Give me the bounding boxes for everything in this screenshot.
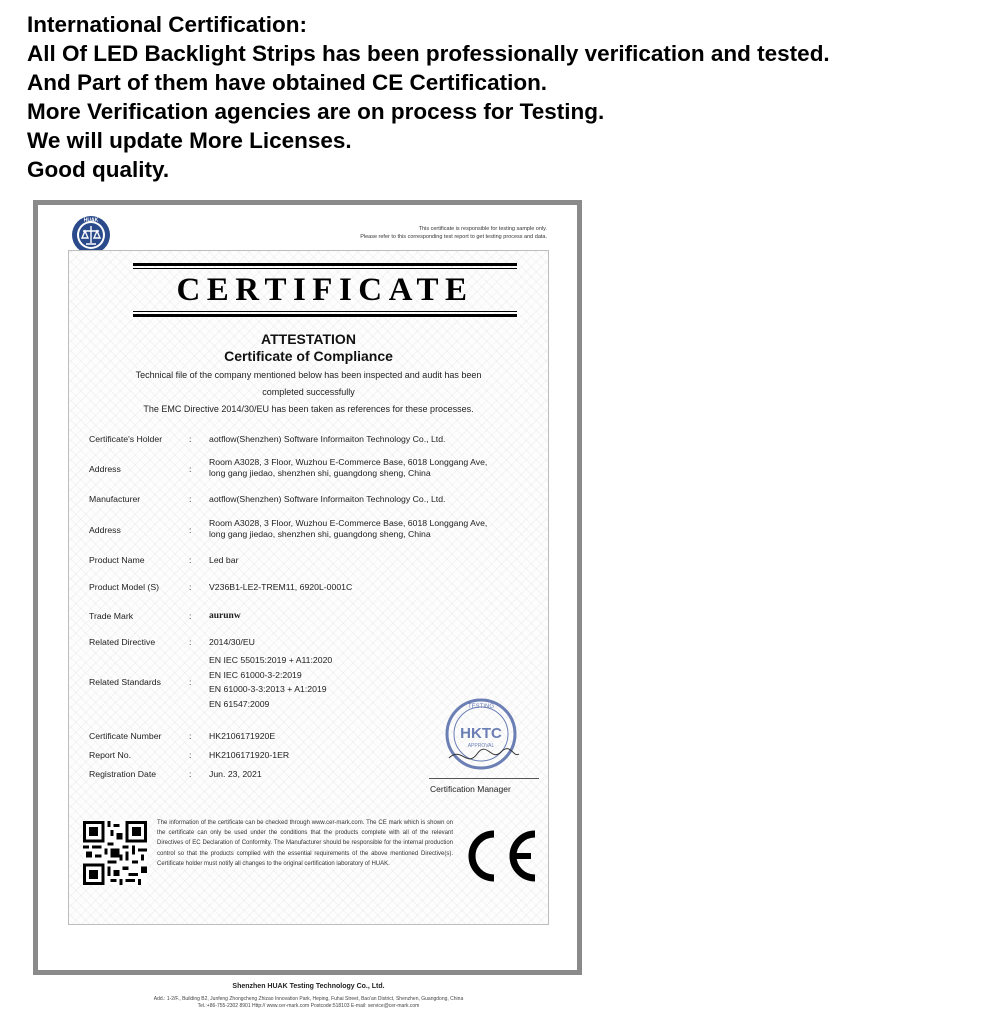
certificate-notice: The information of the certificate can be checked through www.cer-mark.com. The CE mark which is shown on the certificate can only be used under the conditions that the products complete with all of the relevant Directives of EC Declaration of Conformity. The Manufacturer should be responsible for the internal production control so that the products complied with the essential requirements of the above mentioned Directive(s). Certificate holder must notify all changes to the original certification laboratory of HUAK. [157,820,453,867]
intro-line: Technical file of the company mentioned below has been inspected and audit has been [135,370,482,380]
field-colon: : [189,464,192,474]
standard-item: EN IEC 55015:2019 + A11:2020 [209,655,333,665]
field-value: aurunw [209,611,241,621]
field-colon: : [189,494,192,504]
field-value: Led bar [209,555,239,565]
compliance-subtitle: Certificate of Compliance [224,348,393,364]
standard-item: EN 61000-3-3:2013 + A1:2019 [209,684,327,694]
address-line: Room A3028, 3 Floor, Wuzhou E-Commerce Base, 6018 Longgang Ave, [209,518,488,528]
field-colon: : [189,582,192,592]
field-colon: : [189,750,192,760]
field-value: aotflow(Shenzhen) Software Informaiton Technology Co., Ltd. [209,494,446,504]
hktc-approval-stamp [441,696,521,776]
top-note-line: This certificate is responsible for testing sample only. [418,226,547,232]
field-value: V236B1-LE2-TREM11, 6920L-0001C [209,582,353,592]
intro-text-block [27,10,987,184]
field-value: aotflow(Shenzhen) Software Informaiton Technology Co., Ltd. [209,434,446,444]
field-label: Related Directive [89,637,156,647]
svg-text:TESTING: TESTING [467,704,495,710]
certificate-title: CERTIFICATE [176,272,474,308]
title-rule [133,263,517,266]
huak-logo [71,215,111,255]
qr-code [83,821,147,885]
lab-name: Shenzhen HUAK Testing Technology Co., Ltd. [232,983,385,990]
field-value [209,457,559,479]
attestation-heading: ATTESTATION [261,331,356,347]
certificate-image [33,200,582,1009]
field-label: Address [89,525,121,535]
field-label: Report No. [89,750,132,760]
certificate-body [68,250,549,1009]
header-line: More Verification agencies are on process for Testing. [27,99,605,124]
header-line: All Of LED Backlight Strips has been professionally verification and tested. [27,41,830,66]
address-line: Room A3028, 3 Floor, Wuzhou E-Commerce Base, 6018 Longgang Ave, [209,457,488,467]
field-colon: : [189,637,192,647]
field-colon: : [189,731,192,741]
address-line: long gang jiedao, shenzhen shi, guangdong sheng, China [209,468,431,478]
field-value: HK2106171920-1ER [209,750,290,760]
standard-item: EN IEC 61000-3-2:2019 [209,669,302,680]
intro-line: completed successfully [262,387,355,397]
title-rule [133,268,517,269]
field-label: Trade Mark [89,611,134,621]
field-label: Certificate's Holder [89,434,163,444]
svg-text:HUAK: HUAK [83,217,99,224]
ce-mark [459,826,539,886]
certification-manager-label: Certification Manager [430,784,511,794]
top-note [360,225,547,241]
intro-line: The EMC Directive 2014/30/EU has been taken as references for these processes. [143,404,474,414]
lab-address [69,996,548,1010]
field-colon: : [189,769,192,779]
title-rule [133,311,517,312]
field-value: HK2106171920E [209,731,276,741]
field-colon: : [189,555,192,565]
field-label: Product Model (S) [89,582,160,592]
field-colon: : [189,434,192,444]
signature-line [429,778,539,779]
field-label: Related Standards [89,677,161,687]
field-label: Certificate Number [89,731,162,741]
svg-text:APPROVAL: APPROVAL [467,743,495,749]
lab-contact-line: Tel.:+86-755-2302 8901 Http:// www.cer-mark.com Postcode:518103 E-mail: service@cer-mark.com [197,1003,420,1009]
field-colon: : [189,525,192,535]
header-line: International Certification: [27,12,308,37]
field-value: Jun. 23, 2021 [209,769,262,779]
title-rule [133,314,517,317]
field-colon: : [189,677,192,687]
header-line: Good quality. [27,157,170,182]
field-colon: : [189,611,192,621]
svg-text:HKTC: HKTC [460,725,502,742]
lab-address-line: Add.: 1-2/F., Building B2, Junfeng Zhongcheng Zhizao Innovation Park, Heping, Fuhai Street, Bao'an District, Shenzhen, Guangdong, China [153,996,464,1002]
field-label: Product Name [89,555,145,565]
field-label: Address [89,464,121,474]
field-label: Manufacturer [89,494,141,504]
header-line: We will update More Licenses. [27,128,352,153]
address-line: long gang jiedao, shenzhen shi, guangdong sheng, China [209,529,431,539]
header-line: And Part of them have obtained CE Certification. [27,70,548,95]
top-note-line: Please refer to this corresponding test report to get testing process and data. [360,234,547,240]
field-label: Registration Date [89,769,157,779]
field-value: 2014/30/EU [209,637,255,647]
standard-item: EN 61547:2009 [209,698,270,709]
field-value [209,518,559,540]
